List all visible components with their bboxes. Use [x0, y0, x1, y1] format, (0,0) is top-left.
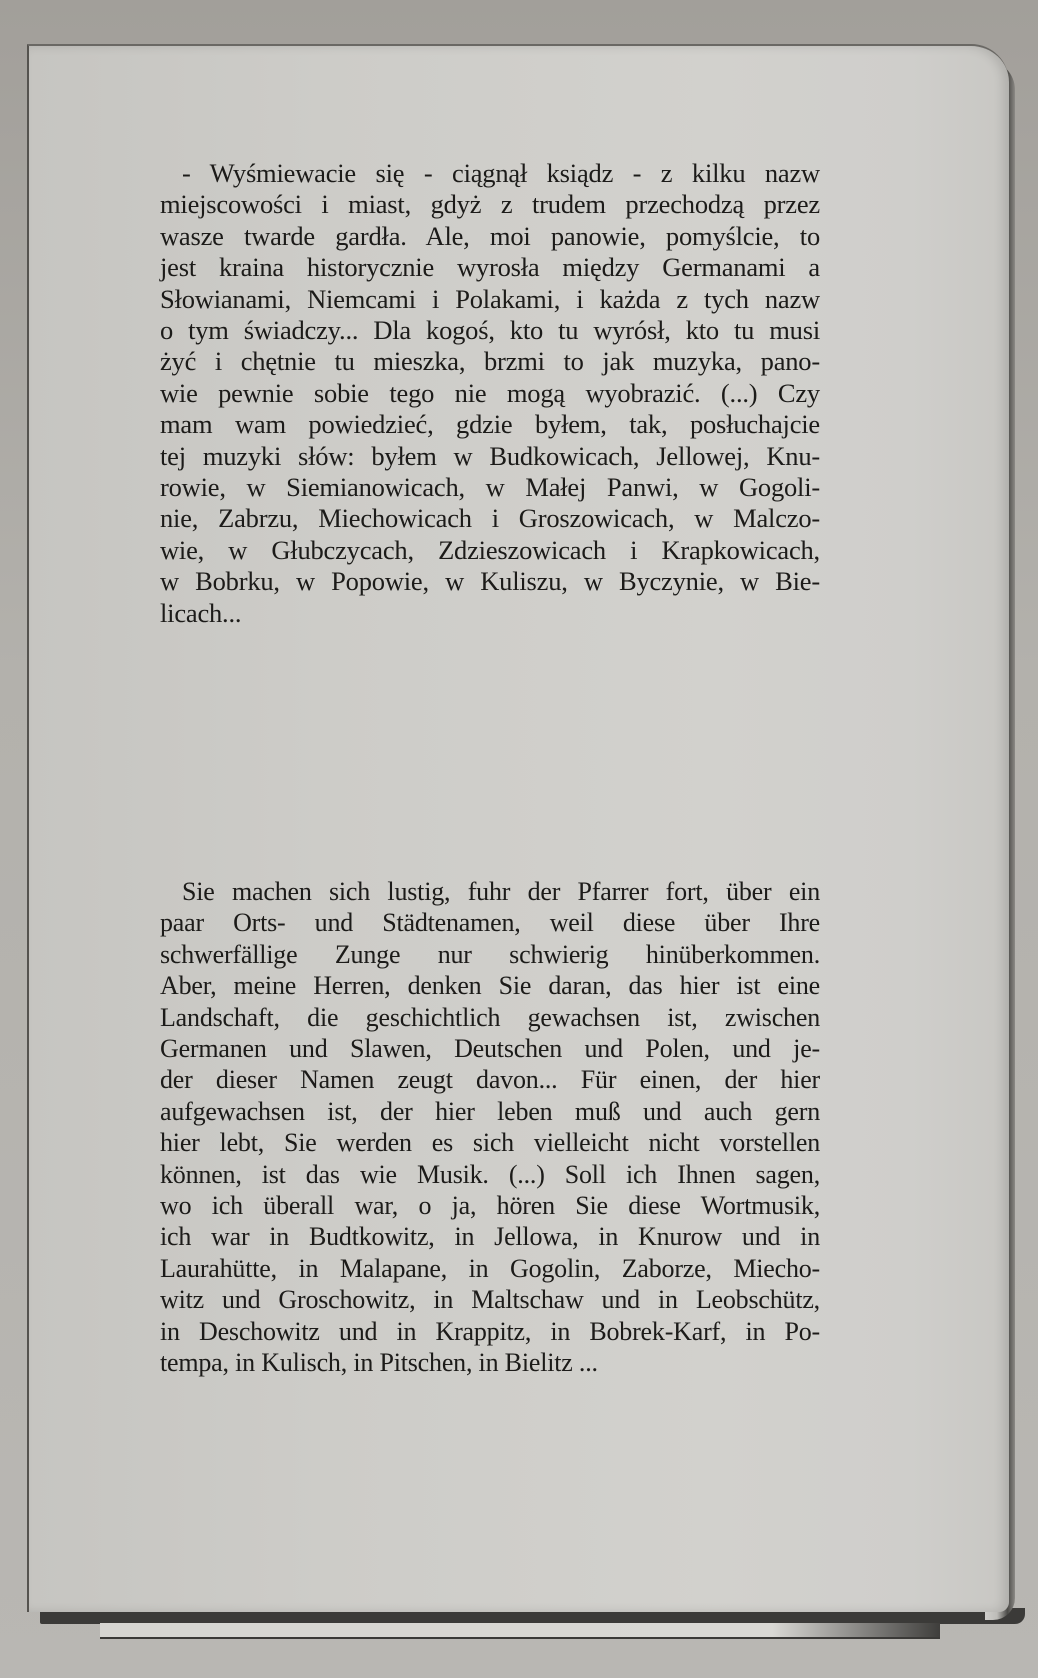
text-line: w Bobrku, w Popowie, w Kuliszu, w Byczynie, w Bie- — [160, 566, 820, 597]
text-line: tej muzyki słów: byłem w Budkowicach, Jellowej, Knu- — [160, 440, 820, 471]
text-line: schwerfällige Zunge nur schwierig hinüberkommen. — [160, 939, 820, 969]
text-line: wasze twarde gardła. Ale, moi panowie, pomyślcie, to — [160, 220, 820, 251]
text-line: wie, w Głubczycach, Zdzieszowicach i Krapkowicach, — [160, 534, 820, 565]
text-line: licach... — [160, 597, 242, 628]
text-line: Słowianami, Niemcami i Polakami, i każda z tych nazw — [160, 283, 820, 314]
text-line: Landschaft, die geschichtlich gewachsen ist, zwischen — [160, 1002, 820, 1032]
text-line: ich war in Budtkowitz, in Jellowa, in Knurow und in — [160, 1222, 820, 1252]
text-line: żyć i chętnie tu mieszka, brzmi to jak muzyka, pano- — [160, 346, 820, 377]
text-line: miejscowości i miast, gdyż z trudem przechodzą przez — [160, 189, 820, 220]
text-line: tempa, in Kulisch, in Pitschen, in Bielitz ... — [160, 1348, 598, 1378]
text-line: der dieser Namen zeugt davon... Für einen, der hier — [160, 1065, 820, 1095]
text-line: Sie machen sich lustig, fuhr der Pfarrer fort, über ein — [182, 877, 820, 906]
text-line: rowie, w Siemianowicach, w Małej Panwi, w Gogoli- — [160, 472, 820, 503]
text-line: paar Orts- und Städtenamen, weil diese über Ihre — [160, 908, 820, 938]
text-line: Germanen und Slawen, Deutschen und Polen, und je- — [160, 1034, 820, 1064]
text-line: Laurahütte, in Malapane, in Gogolin, Zaborze, Miecho- — [160, 1253, 820, 1283]
text-line: jest kraina historycznie wyrosła między Germanami a — [160, 252, 820, 283]
book-pages-edge — [100, 1623, 940, 1639]
text-line: können, ist das wie Musik. (...) Soll ich Ihnen sagen, — [160, 1159, 820, 1189]
text-line: mam wam powiedzieć, gdzie byłem, tak, posłuchajcie — [160, 409, 820, 440]
text-line: wie pewnie sobie tego nie mogą wyobrazić. (...) Czy — [160, 377, 820, 408]
text-line: o tym świadczy... Dla kogoś, kto tu wyrósł, kto tu musi — [160, 315, 820, 346]
german-paragraph — [160, 876, 820, 1379]
polish-paragraph — [160, 158, 820, 629]
text-line: in Deschowitz und in Krappitz, in Bobrek-Karf, in Po- — [160, 1316, 820, 1346]
text-line: Aber, meine Herren, denken Sie daran, das hier ist eine — [160, 971, 820, 1001]
text-line: - Wyśmiewacie się - ciągnął ksiądz - z kilku nazw — [182, 158, 820, 188]
text-line: witz und Groschowitz, in Maltschaw und in Leobschütz, — [160, 1285, 820, 1315]
text-line: nie, Zabrzu, Miechowicach i Groszowicach, w Malczo- — [160, 503, 820, 534]
text-line: hier lebt, Sie werden es sich vielleicht nicht vorstellen — [160, 1128, 820, 1158]
text-line: aufgewachsen ist, der hier leben muß und auch gern — [160, 1096, 820, 1126]
text-line: wo ich überall war, o ja, hören Sie diese Wortmusik, — [160, 1191, 820, 1221]
